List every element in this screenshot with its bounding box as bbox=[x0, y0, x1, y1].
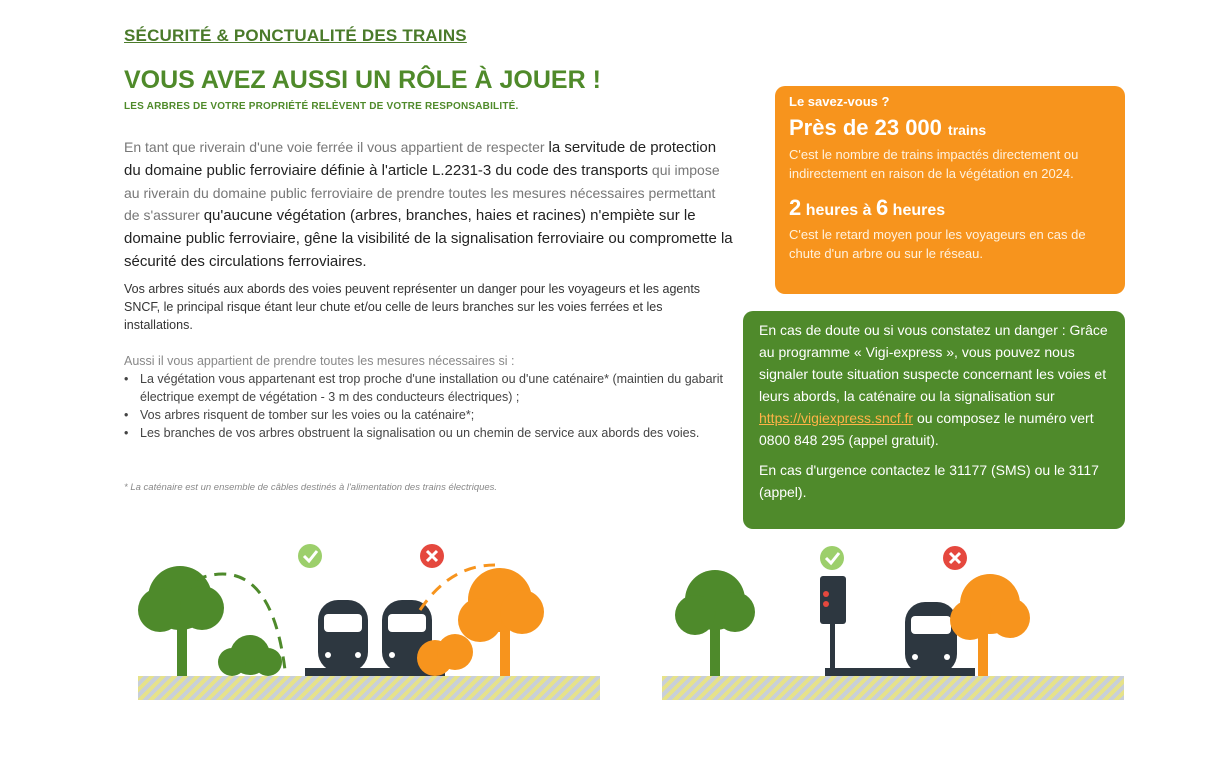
vigiexpress-link[interactable]: https://vigiexpress.sncf.fr bbox=[759, 410, 914, 426]
check-icon bbox=[820, 546, 844, 570]
check-icon bbox=[298, 544, 322, 568]
train-icon bbox=[318, 600, 368, 672]
stat-delay-min: 2 bbox=[789, 195, 802, 220]
page-title: VOUS AVEZ AUSSI UN RÔLE À JOUER ! bbox=[124, 66, 601, 94]
orange-tree-icon bbox=[950, 574, 1030, 677]
report-text-b: ou composez le numéro vert 0800 848 295 (appel gratuit). bbox=[759, 410, 1094, 448]
p1-text-b: la servitude de protection du domaine public ferroviaire définie à l'article L.2231-3 du code des transports bbox=[124, 139, 717, 179]
green-bush-icon bbox=[218, 635, 282, 676]
page-subtitle: LES ARBRES DE VOTRE PROPRIÉTÉ RELÈVENT DE VOTRE RESPONSABILITÉ. bbox=[124, 101, 519, 112]
section-title: SÉCURITÉ & PONCTUALITÉ DES TRAINS bbox=[124, 26, 467, 45]
ground-right bbox=[662, 676, 1124, 700]
stat-delay-text: C'est le retard moyen pour les voyageurs en cas de chute d'un arbre ou sur le réseau. bbox=[789, 227, 1086, 261]
report-text-a: En cas de doute ou si vous constatez un danger : Grâce au programme « Vigi-express », vous pouvez nous signaler toute situation suspecte concernant les voies et leurs abords, la caténaire ou la signalisation sur bbox=[759, 322, 1108, 404]
p1-text-a: En tant que riverain d'une voie ferrée il vous appartient de respecter bbox=[124, 139, 549, 155]
ground-left bbox=[138, 676, 600, 700]
stat-trains-number: Près de 23 000 bbox=[789, 115, 942, 140]
paragraph-measures bbox=[124, 352, 734, 442]
stat-delay-word2: heures bbox=[892, 202, 946, 219]
stat-delay-word1: heures à bbox=[805, 202, 872, 219]
stat-delay bbox=[789, 195, 1111, 221]
paragraph-danger: Vos arbres situés aux abords des voies peuvent représenter un danger pour les voyageurs et les agents SNCF, le principal risque étant leur chute et/ou celle de leurs branches sur les voies ferrées et les installations. bbox=[124, 282, 701, 332]
footnote: * La caténaire est un ensemble de câbles destinés à l'alimentation des trains électriques. bbox=[124, 482, 498, 493]
emergency-text: En cas d'urgence contactez le 31177 (SMS) ou le 3117 (appel). bbox=[759, 462, 1099, 500]
list-item: • Les branches de vos arbres obstruent la signalisation ou un chemin de service aux abords des voies. bbox=[140, 424, 734, 442]
train-icon bbox=[905, 602, 957, 674]
did-you-know-heading: Le savez-vous ? bbox=[789, 94, 890, 109]
railway-signal-icon bbox=[820, 576, 846, 676]
green-tree-icon bbox=[138, 566, 224, 677]
measures-list bbox=[124, 370, 734, 442]
stat-trains-unit: trains bbox=[948, 122, 987, 138]
paragraph-servitude bbox=[124, 136, 734, 273]
orange-tree-icon bbox=[458, 568, 544, 677]
green-tree-icon bbox=[675, 570, 755, 677]
stat-trains bbox=[789, 115, 1111, 141]
cross-icon bbox=[943, 546, 967, 570]
stat-trains-text: C'est le nombre de trains impactés directement ou indirectement en raison de la végétation en 2024. bbox=[789, 147, 1079, 181]
p1-text-c: qui impose au riverain du domaine public ferroviaire de prendre toutes les mesures nécessaires permettant de s'assurer bbox=[124, 162, 720, 223]
p1-text-d: qu'aucune végétation (arbres, branches, haies et racines) n'empiète sur le domaine public ferroviaire, gêne la visibilité de la signalisation ferroviaire ou compromette la sécurité des circulations ferroviaires. bbox=[124, 207, 733, 270]
measures-intro: Aussi il vous appartient de prendre toutes les mesures nécessaires si : bbox=[124, 354, 515, 368]
cross-icon bbox=[420, 544, 444, 568]
stat-delay-max: 6 bbox=[875, 195, 889, 220]
list-item: • La végétation vous appartenant est trop proche d'une installation ou d'une caténaire* (maintien du gabarit électrique exempt de végétation - 3 m des conducteurs électriques) ; bbox=[140, 370, 734, 406]
did-you-know-box bbox=[775, 86, 1125, 294]
list-item: • Vos arbres risquent de tomber sur les voies ou la caténaire*; bbox=[140, 406, 734, 424]
report-danger-box bbox=[743, 311, 1125, 529]
track-icon bbox=[825, 668, 975, 676]
report-text bbox=[759, 319, 1109, 451]
